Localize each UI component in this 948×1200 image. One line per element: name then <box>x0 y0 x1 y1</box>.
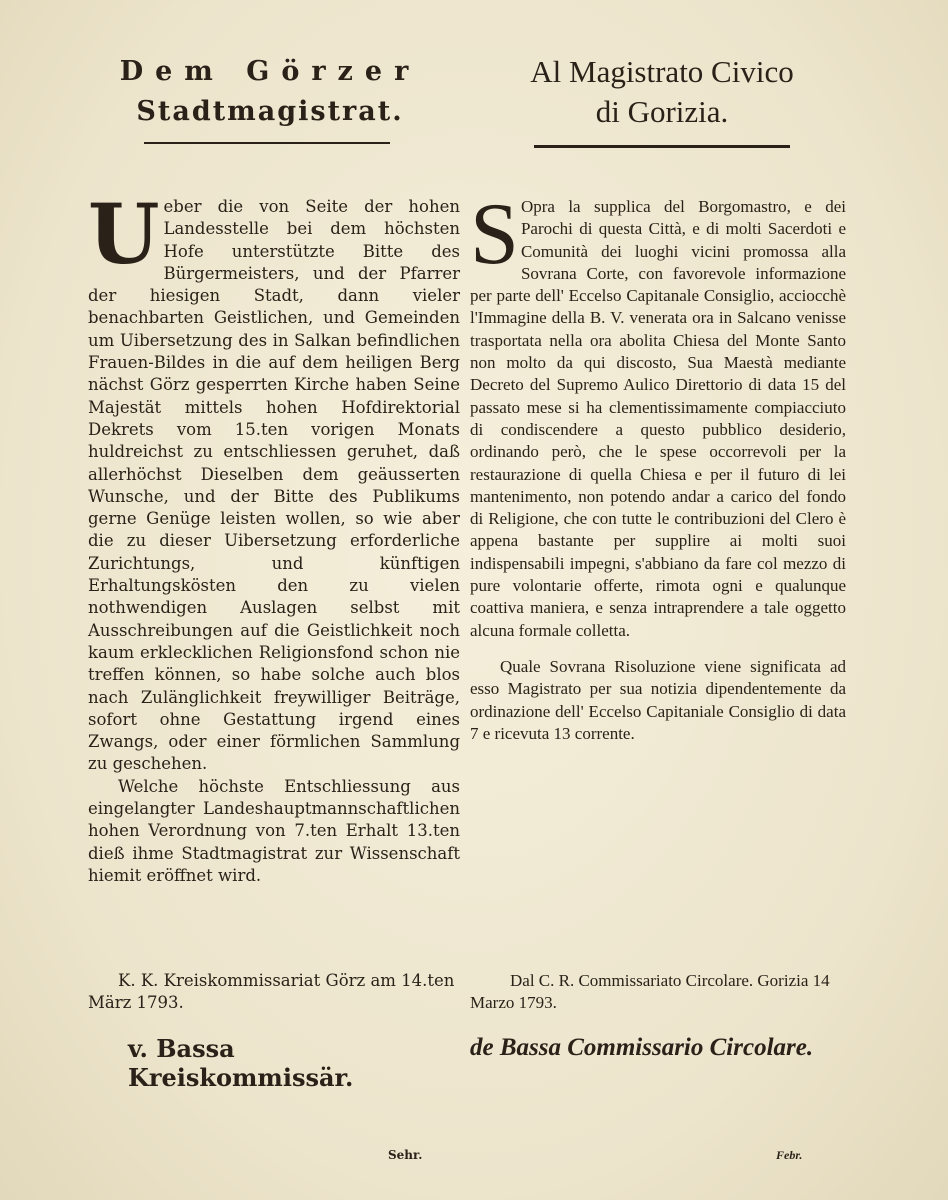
german-footer-mark: Sehr. <box>388 1148 423 1162</box>
italian-signer: de Bassa Commissario Circolare. <box>470 1034 814 1061</box>
german-heading-line2: Stadtmagistrat. <box>136 96 404 127</box>
german-paragraph-1 <box>88 187 460 776</box>
italian-heading-line1: Al Magistrato Civico <box>530 54 794 89</box>
italian-heading-rule <box>534 145 790 148</box>
german-heading-rule <box>144 142 390 144</box>
italian-footer-mark: Febr. <box>776 1148 803 1162</box>
german-place-date: K. K. Kreiskommissariat Görz am 14.ten März 1793. <box>88 971 455 1013</box>
italian-heading <box>470 52 854 132</box>
german-signer: v. Bassa Kreiskommissär. <box>128 1034 354 1092</box>
german-body <box>88 187 460 887</box>
german-dropcap: U <box>88 187 160 283</box>
italian-dropcap: S <box>470 186 519 283</box>
german-heading-line1: Dem Görzer <box>119 56 421 87</box>
italian-paragraph-2: Quale Sovrana Risoluzione viene significata ad esso Magistrato per sua notizia dipendentemente da ordinazione dell' Eccelso Capitaniale Consiglio di data 7 e ricevuta 13 corrente. <box>470 656 846 743</box>
italian-heading-line2: di Gorizia. <box>595 94 729 129</box>
italian-body <box>470 186 846 745</box>
italian-paragraph-1-text: Opra la supplica del Borgomastro, e dei Parochi di questa Città, e di molti Sacerdoti e Comunità dei luoghi vicini promossa alla Sovrana Corte, con favorevole informazione per parte dell' Eccelso Capitanale Consiglio, acciocchè l'Immagine della B. V. venerata ora in Salcano venisse trasportata nella ora abolita Chiesa del Monte Santo non molto da qui discosto, Sua Maestà mediante Decreto del Supremo Aulico Direttorio di data 15 del passato mese si ha clementissimamente compiacciuto di condiscendere a questo pubblico desiderio, ordinando però, che le spese occorrevoli per la restaurazione di quella Chiesa e per il futuro di lei mantenimento, non potendo andar a carico del fondo di Religione, che con tutte le contribuzioni del Clero è appena bastante per supplire ai molti suoi indispensabili impegni, s'abbiano da fare col mezzo di pure volontarie offerte, rimota ogni e qualunque coattiva maniera, e senza intraprendere a tale oggetto alcuna formale colletta. <box>470 197 846 640</box>
german-paragraph-1-text: eber die von Seite der hohen Landesstelle bei dem höchsten Hofe unterstützte Bitte des Bürgermeisters, und der Pfarrer der hiesigen Stadt, dann vieler benachbarten Geistlichen, und Gemeinden um Uibersetzung des in Salkan befindlichen Frauen-Bildes in die auf dem heiligen Berg nächst Görz gesperrten Kirche haben Seine Majestät mittels hohen Hofdirektorial Dekrets vom 15.ten vorigen Monats huldreichst zu entschliessen geruhet, daß allerhöchst Dieselben dem geäusserten Wunsche, und der Bitte des Publikums gerne Genüge leisten wollen, so wie aber die zu dieser Uibersetzung erforderliche Zurichtungs, und künftigen Erhaltungskösten den zu vielen nothwendigen Auslagen selbst mit Ausschreibungen auf die Geistlichkeit noch kaum erklecklichen Religionsfond schon nie treffen können, so habe solche auch blos nach Zulänglichkeit freywilliger Beiträge, sofort ohne Gestattung irgend eines Zwangs, oder einer förmlichen Sammlung zu geschehen. <box>88 197 460 774</box>
german-paragraph-2: Welche höchste Entschliessung aus eingelangter Landeshauptmannschaftlichen hohen Verordnung von 7.ten Erhalt 13.ten dieß ihme Stadtmagistrat zur Wissenschaft hiemit eröffnet wird. <box>88 776 460 885</box>
italian-paragraph-1 <box>470 186 846 642</box>
italian-place-date: Dal C. R. Commissariato Circolare. Gorizia 14 Marzo 1793. <box>470 971 830 1013</box>
german-heading <box>78 52 462 132</box>
